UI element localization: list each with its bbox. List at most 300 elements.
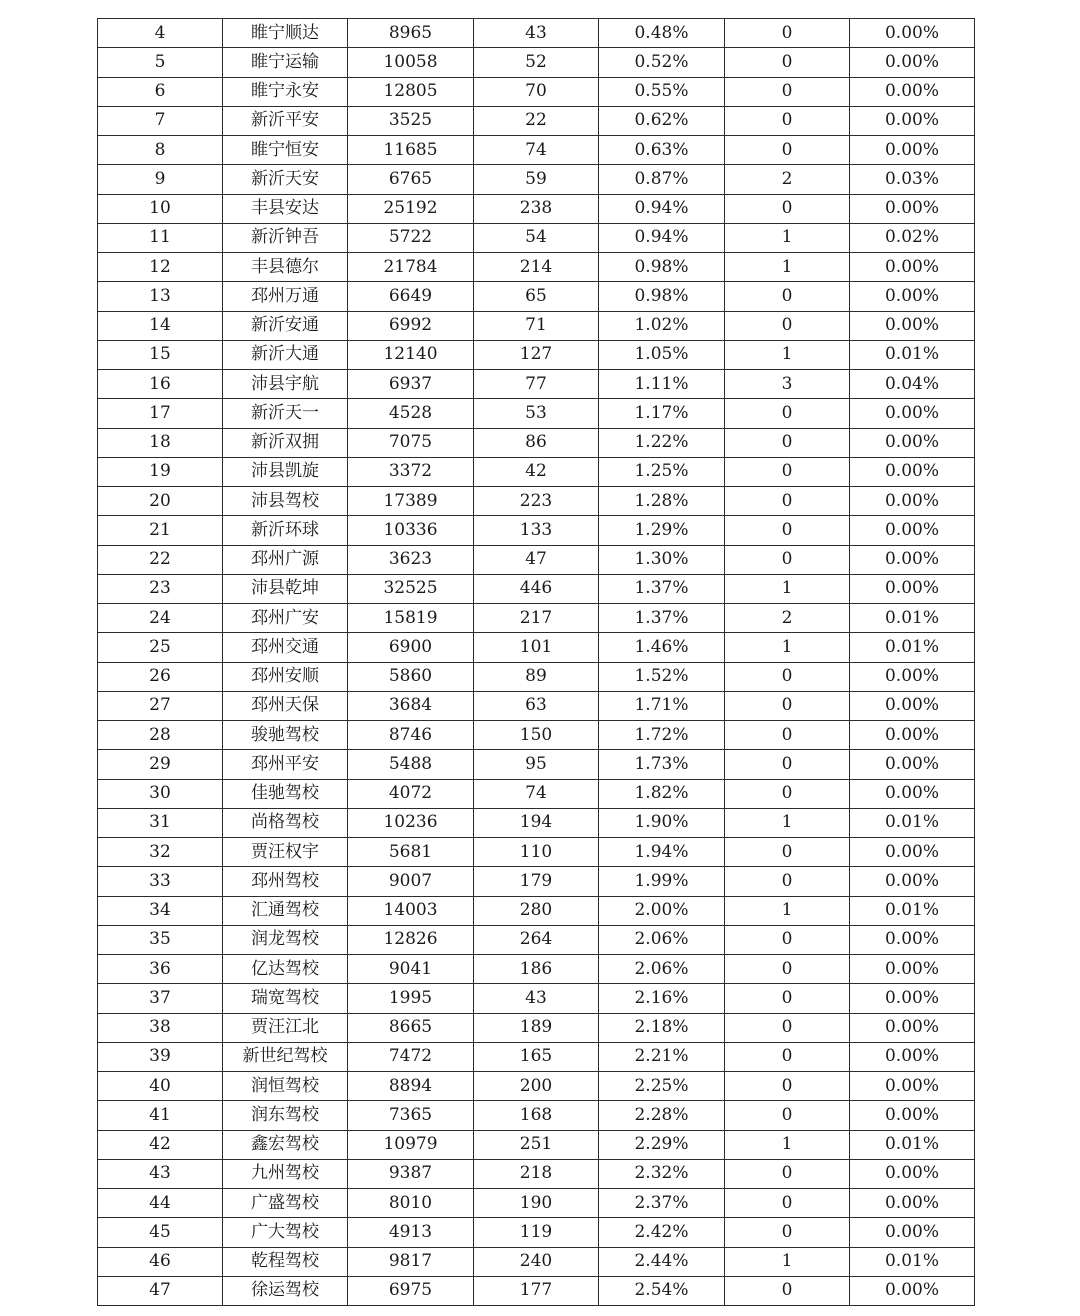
severe-rate-cell: 0.00% <box>850 867 975 896</box>
total-count-cell: 12805 <box>348 77 474 106</box>
severe-rate-cell: 0.01% <box>850 1247 975 1276</box>
severe-rate-cell: 0.01% <box>850 633 975 662</box>
table-row <box>98 808 975 837</box>
total-count-cell: 7472 <box>348 1042 474 1071</box>
incident-count-cell: 264 <box>474 925 599 954</box>
rank-cell: 27 <box>98 691 223 720</box>
table-row <box>98 779 975 808</box>
incident-rate-cell: 2.28% <box>599 1101 725 1130</box>
incident-rate-cell: 2.42% <box>599 1218 725 1247</box>
incident-count-cell: 70 <box>474 77 599 106</box>
incident-count-cell: 110 <box>474 838 599 867</box>
severe-rate-cell: 0.00% <box>850 457 975 486</box>
table-row <box>98 516 975 545</box>
severe-rate-cell: 0.01% <box>850 340 975 369</box>
incident-rate-cell: 2.06% <box>599 955 725 984</box>
rank-cell: 45 <box>98 1218 223 1247</box>
school-name-cell: 邳州安顺 <box>223 662 348 691</box>
total-count-cell: 25192 <box>348 194 474 223</box>
incident-rate-cell: 1.37% <box>599 604 725 633</box>
incident-count-cell: 200 <box>474 1072 599 1101</box>
school-name-cell: 邳州广源 <box>223 545 348 574</box>
table-row <box>98 223 975 252</box>
severe-count-cell: 1 <box>725 808 850 837</box>
total-count-cell: 1995 <box>348 984 474 1013</box>
total-count-cell: 3525 <box>348 106 474 135</box>
severe-rate-cell: 0.00% <box>850 1189 975 1218</box>
school-name-cell: 瑞宽驾校 <box>223 984 348 1013</box>
severe-count-cell: 0 <box>725 428 850 457</box>
rank-cell: 33 <box>98 867 223 896</box>
school-name-cell: 润龙驾校 <box>223 925 348 954</box>
severe-count-cell: 0 <box>725 984 850 1013</box>
incident-rate-cell: 1.94% <box>599 838 725 867</box>
severe-rate-cell: 0.00% <box>850 311 975 340</box>
severe-count-cell: 0 <box>725 691 850 720</box>
incident-count-cell: 22 <box>474 106 599 135</box>
severe-count-cell: 1 <box>725 1130 850 1159</box>
school-name-cell: 睢宁恒安 <box>223 136 348 165</box>
severe-count-cell: 0 <box>725 48 850 77</box>
table-row <box>98 1159 975 1188</box>
table-row <box>98 1042 975 1071</box>
severe-count-cell: 1 <box>725 340 850 369</box>
incident-count-cell: 52 <box>474 48 599 77</box>
severe-rate-cell: 0.00% <box>850 77 975 106</box>
table-row <box>98 691 975 720</box>
severe-rate-cell: 0.00% <box>850 955 975 984</box>
incident-count-cell: 119 <box>474 1218 599 1247</box>
incident-count-cell: 214 <box>474 253 599 282</box>
rank-cell: 15 <box>98 340 223 369</box>
severe-rate-cell: 0.00% <box>850 574 975 603</box>
total-count-cell: 12826 <box>348 925 474 954</box>
incident-count-cell: 218 <box>474 1159 599 1188</box>
table-row <box>98 574 975 603</box>
table-row <box>98 896 975 925</box>
table-row <box>98 750 975 779</box>
total-count-cell: 6649 <box>348 282 474 311</box>
incident-count-cell: 217 <box>474 604 599 633</box>
incident-count-cell: 63 <box>474 691 599 720</box>
incident-count-cell: 186 <box>474 955 599 984</box>
incident-count-cell: 65 <box>474 282 599 311</box>
total-count-cell: 10336 <box>348 516 474 545</box>
school-name-cell: 新沂钟吾 <box>223 223 348 252</box>
incident-count-cell: 77 <box>474 370 599 399</box>
total-count-cell: 6992 <box>348 311 474 340</box>
incident-rate-cell: 0.98% <box>599 282 725 311</box>
school-name-cell: 润恒驾校 <box>223 1072 348 1101</box>
table-row <box>98 370 975 399</box>
incident-rate-cell: 0.55% <box>599 77 725 106</box>
incident-count-cell: 74 <box>474 779 599 808</box>
school-name-cell: 邳州天保 <box>223 691 348 720</box>
incident-rate-cell: 1.30% <box>599 545 725 574</box>
school-name-cell: 徐运驾校 <box>223 1276 348 1305</box>
severe-count-cell: 0 <box>725 779 850 808</box>
severe-rate-cell: 0.02% <box>850 223 975 252</box>
severe-rate-cell: 0.00% <box>850 282 975 311</box>
total-count-cell: 7075 <box>348 428 474 457</box>
severe-count-cell: 1 <box>725 574 850 603</box>
incident-count-cell: 168 <box>474 1101 599 1130</box>
school-name-cell: 骏驰驾校 <box>223 721 348 750</box>
incident-rate-cell: 2.25% <box>599 1072 725 1101</box>
table-body <box>98 19 975 1306</box>
incident-count-cell: 177 <box>474 1276 599 1305</box>
table-row <box>98 925 975 954</box>
incident-rate-cell: 1.29% <box>599 516 725 545</box>
incident-rate-cell: 0.94% <box>599 194 725 223</box>
school-name-cell: 新沂环球 <box>223 516 348 545</box>
severe-rate-cell: 0.00% <box>850 1072 975 1101</box>
severe-count-cell: 0 <box>725 1013 850 1042</box>
school-name-cell: 汇通驾校 <box>223 896 348 925</box>
table-row <box>98 77 975 106</box>
incident-count-cell: 47 <box>474 545 599 574</box>
table-row <box>98 633 975 662</box>
rank-cell: 35 <box>98 925 223 954</box>
table-row <box>98 106 975 135</box>
incident-count-cell: 74 <box>474 136 599 165</box>
school-name-cell: 广盛驾校 <box>223 1189 348 1218</box>
incident-rate-cell: 2.00% <box>599 896 725 925</box>
severe-count-cell: 1 <box>725 1247 850 1276</box>
severe-count-cell: 0 <box>725 1101 850 1130</box>
incident-rate-cell: 1.90% <box>599 808 725 837</box>
severe-count-cell: 3 <box>725 370 850 399</box>
severe-rate-cell: 0.00% <box>850 779 975 808</box>
total-count-cell: 8665 <box>348 1013 474 1042</box>
school-name-cell: 贾汪权宇 <box>223 838 348 867</box>
school-name-cell: 新沂天安 <box>223 165 348 194</box>
incident-rate-cell: 0.62% <box>599 106 725 135</box>
incident-count-cell: 223 <box>474 487 599 516</box>
rank-cell: 31 <box>98 808 223 837</box>
severe-count-cell: 0 <box>725 487 850 516</box>
total-count-cell: 11685 <box>348 136 474 165</box>
total-count-cell: 6900 <box>348 633 474 662</box>
school-name-cell: 广大驾校 <box>223 1218 348 1247</box>
school-name-cell: 邳州交通 <box>223 633 348 662</box>
table-row <box>98 48 975 77</box>
incident-count-cell: 165 <box>474 1042 599 1071</box>
incident-rate-cell: 0.48% <box>599 19 725 48</box>
incident-count-cell: 127 <box>474 340 599 369</box>
total-count-cell: 3684 <box>348 691 474 720</box>
severe-rate-cell: 0.00% <box>850 194 975 223</box>
total-count-cell: 8894 <box>348 1072 474 1101</box>
rank-cell: 22 <box>98 545 223 574</box>
incident-count-cell: 43 <box>474 984 599 1013</box>
school-name-cell: 邳州广安 <box>223 604 348 633</box>
rank-cell: 44 <box>98 1189 223 1218</box>
severe-rate-cell: 0.00% <box>850 1013 975 1042</box>
table-row <box>98 867 975 896</box>
rank-cell: 29 <box>98 750 223 779</box>
incident-count-cell: 133 <box>474 516 599 545</box>
severe-count-cell: 0 <box>725 136 850 165</box>
rank-cell: 18 <box>98 428 223 457</box>
severe-count-cell: 0 <box>725 106 850 135</box>
table-row <box>98 253 975 282</box>
rank-cell: 10 <box>98 194 223 223</box>
table-row <box>98 1072 975 1101</box>
total-count-cell: 12140 <box>348 340 474 369</box>
incident-count-cell: 101 <box>474 633 599 662</box>
rank-cell: 4 <box>98 19 223 48</box>
school-name-cell: 新沂双拥 <box>223 428 348 457</box>
rank-cell: 38 <box>98 1013 223 1042</box>
rank-cell: 30 <box>98 779 223 808</box>
total-count-cell: 6937 <box>348 370 474 399</box>
total-count-cell: 5681 <box>348 838 474 867</box>
table-row <box>98 194 975 223</box>
school-name-cell: 新沂平安 <box>223 106 348 135</box>
rank-cell: 14 <box>98 311 223 340</box>
table-row <box>98 604 975 633</box>
school-name-cell: 亿达驾校 <box>223 955 348 984</box>
incident-count-cell: 150 <box>474 721 599 750</box>
total-count-cell: 5860 <box>348 662 474 691</box>
incident-count-cell: 179 <box>474 867 599 896</box>
table-row <box>98 1247 975 1276</box>
severe-rate-cell: 0.00% <box>850 516 975 545</box>
incident-rate-cell: 1.11% <box>599 370 725 399</box>
total-count-cell: 9817 <box>348 1247 474 1276</box>
rank-cell: 9 <box>98 165 223 194</box>
rank-cell: 37 <box>98 984 223 1013</box>
severe-count-cell: 0 <box>725 282 850 311</box>
incident-count-cell: 251 <box>474 1130 599 1159</box>
rank-cell: 28 <box>98 721 223 750</box>
total-count-cell: 21784 <box>348 253 474 282</box>
rank-cell: 47 <box>98 1276 223 1305</box>
severe-rate-cell: 0.00% <box>850 253 975 282</box>
incident-count-cell: 189 <box>474 1013 599 1042</box>
table-row <box>98 1276 975 1305</box>
severe-rate-cell: 0.00% <box>850 487 975 516</box>
school-name-cell: 丰县安达 <box>223 194 348 223</box>
severe-count-cell: 0 <box>725 311 850 340</box>
incident-rate-cell: 1.99% <box>599 867 725 896</box>
table-row <box>98 545 975 574</box>
school-name-cell: 贾汪江北 <box>223 1013 348 1042</box>
severe-rate-cell: 0.00% <box>850 1042 975 1071</box>
table-row <box>98 165 975 194</box>
incident-rate-cell: 1.17% <box>599 399 725 428</box>
total-count-cell: 3372 <box>348 457 474 486</box>
table-row <box>98 457 975 486</box>
incident-rate-cell: 2.29% <box>599 1130 725 1159</box>
school-name-cell: 新沂天一 <box>223 399 348 428</box>
table-row <box>98 984 975 1013</box>
rank-cell: 7 <box>98 106 223 135</box>
incident-rate-cell: 1.05% <box>599 340 725 369</box>
school-name-cell: 沛县乾坤 <box>223 574 348 603</box>
rank-cell: 46 <box>98 1247 223 1276</box>
rank-cell: 12 <box>98 253 223 282</box>
severe-rate-cell: 0.00% <box>850 984 975 1013</box>
incident-rate-cell: 2.32% <box>599 1159 725 1188</box>
table-row <box>98 1218 975 1247</box>
severe-rate-cell: 0.00% <box>850 428 975 457</box>
severe-rate-cell: 0.00% <box>850 1101 975 1130</box>
school-name-cell: 睢宁永安 <box>223 77 348 106</box>
severe-count-cell: 0 <box>725 662 850 691</box>
school-name-cell: 睢宁运输 <box>223 48 348 77</box>
total-count-cell: 4072 <box>348 779 474 808</box>
total-count-cell: 4913 <box>348 1218 474 1247</box>
incident-count-cell: 194 <box>474 808 599 837</box>
total-count-cell: 5488 <box>348 750 474 779</box>
severe-count-cell: 0 <box>725 19 850 48</box>
incident-count-cell: 71 <box>474 311 599 340</box>
school-name-cell: 沛县驾校 <box>223 487 348 516</box>
severe-count-cell: 0 <box>725 1218 850 1247</box>
incident-rate-cell: 2.37% <box>599 1189 725 1218</box>
rank-cell: 8 <box>98 136 223 165</box>
incident-count-cell: 238 <box>474 194 599 223</box>
school-name-cell: 邳州万通 <box>223 282 348 311</box>
rank-cell: 36 <box>98 955 223 984</box>
severe-count-cell: 0 <box>725 399 850 428</box>
total-count-cell: 9007 <box>348 867 474 896</box>
rank-cell: 5 <box>98 48 223 77</box>
school-name-cell: 佳驰驾校 <box>223 779 348 808</box>
school-name-cell: 沛县凯旋 <box>223 457 348 486</box>
total-count-cell: 6765 <box>348 165 474 194</box>
school-name-cell: 新世纪驾校 <box>223 1042 348 1071</box>
total-count-cell: 7365 <box>348 1101 474 1130</box>
incident-rate-cell: 1.71% <box>599 691 725 720</box>
total-count-cell: 6975 <box>348 1276 474 1305</box>
table-row <box>98 19 975 48</box>
rank-cell: 32 <box>98 838 223 867</box>
rank-cell: 41 <box>98 1101 223 1130</box>
incident-rate-cell: 1.37% <box>599 574 725 603</box>
incident-rate-cell: 0.94% <box>599 223 725 252</box>
ranking-table <box>97 18 975 1306</box>
severe-rate-cell: 0.00% <box>850 838 975 867</box>
rank-cell: 25 <box>98 633 223 662</box>
incident-rate-cell: 1.02% <box>599 311 725 340</box>
incident-rate-cell: 0.87% <box>599 165 725 194</box>
rank-cell: 20 <box>98 487 223 516</box>
severe-rate-cell: 0.01% <box>850 604 975 633</box>
severe-rate-cell: 0.00% <box>850 721 975 750</box>
severe-count-cell: 0 <box>725 194 850 223</box>
rank-cell: 26 <box>98 662 223 691</box>
incident-rate-cell: 0.63% <box>599 136 725 165</box>
rank-cell: 24 <box>98 604 223 633</box>
incident-rate-cell: 1.22% <box>599 428 725 457</box>
incident-rate-cell: 2.21% <box>599 1042 725 1071</box>
table-row <box>98 1013 975 1042</box>
school-name-cell: 乾程驾校 <box>223 1247 348 1276</box>
severe-rate-cell: 0.00% <box>850 750 975 779</box>
incident-rate-cell: 2.16% <box>599 984 725 1013</box>
total-count-cell: 14003 <box>348 896 474 925</box>
total-count-cell: 32525 <box>348 574 474 603</box>
table-row <box>98 662 975 691</box>
total-count-cell: 9387 <box>348 1159 474 1188</box>
severe-count-cell: 0 <box>725 721 850 750</box>
incident-rate-cell: 1.28% <box>599 487 725 516</box>
severe-rate-cell: 0.00% <box>850 48 975 77</box>
severe-count-cell: 0 <box>725 1072 850 1101</box>
incident-rate-cell: 2.44% <box>599 1247 725 1276</box>
incident-count-cell: 280 <box>474 896 599 925</box>
total-count-cell: 10236 <box>348 808 474 837</box>
total-count-cell: 8746 <box>348 721 474 750</box>
rank-cell: 19 <box>98 457 223 486</box>
severe-rate-cell: 0.00% <box>850 106 975 135</box>
rank-cell: 39 <box>98 1042 223 1071</box>
severe-rate-cell: 0.00% <box>850 136 975 165</box>
table-row <box>98 399 975 428</box>
rank-cell: 13 <box>98 282 223 311</box>
severe-count-cell: 2 <box>725 604 850 633</box>
severe-count-cell: 0 <box>725 457 850 486</box>
table-row <box>98 1130 975 1159</box>
rank-cell: 11 <box>98 223 223 252</box>
incident-count-cell: 43 <box>474 19 599 48</box>
table-row <box>98 136 975 165</box>
incident-rate-cell: 1.46% <box>599 633 725 662</box>
severe-rate-cell: 0.00% <box>850 1276 975 1305</box>
severe-rate-cell: 0.00% <box>850 691 975 720</box>
table-row <box>98 428 975 457</box>
total-count-cell: 17389 <box>348 487 474 516</box>
severe-count-cell: 0 <box>725 1189 850 1218</box>
rank-cell: 40 <box>98 1072 223 1101</box>
incident-rate-cell: 2.54% <box>599 1276 725 1305</box>
table-row <box>98 487 975 516</box>
total-count-cell: 4528 <box>348 399 474 428</box>
severe-count-cell: 0 <box>725 1159 850 1188</box>
incident-count-cell: 89 <box>474 662 599 691</box>
total-count-cell: 9041 <box>348 955 474 984</box>
severe-rate-cell: 0.00% <box>850 925 975 954</box>
severe-rate-cell: 0.04% <box>850 370 975 399</box>
total-count-cell: 8010 <box>348 1189 474 1218</box>
total-count-cell: 3623 <box>348 545 474 574</box>
incident-rate-cell: 2.06% <box>599 925 725 954</box>
severe-rate-cell: 0.00% <box>850 545 975 574</box>
severe-count-cell: 0 <box>725 1042 850 1071</box>
rank-cell: 42 <box>98 1130 223 1159</box>
severe-count-cell: 1 <box>725 253 850 282</box>
school-name-cell: 沛县宇航 <box>223 370 348 399</box>
incident-rate-cell: 0.52% <box>599 48 725 77</box>
incident-count-cell: 446 <box>474 574 599 603</box>
school-name-cell: 睢宁顺达 <box>223 19 348 48</box>
incident-count-cell: 54 <box>474 223 599 252</box>
incident-count-cell: 95 <box>474 750 599 779</box>
school-name-cell: 九州驾校 <box>223 1159 348 1188</box>
incident-rate-cell: 1.73% <box>599 750 725 779</box>
table-row <box>98 1189 975 1218</box>
severe-rate-cell: 0.00% <box>850 1159 975 1188</box>
severe-count-cell: 0 <box>725 925 850 954</box>
severe-count-cell: 0 <box>725 955 850 984</box>
severe-count-cell: 0 <box>725 750 850 779</box>
incident-count-cell: 86 <box>474 428 599 457</box>
incident-rate-cell: 1.82% <box>599 779 725 808</box>
incident-rate-cell: 2.18% <box>599 1013 725 1042</box>
